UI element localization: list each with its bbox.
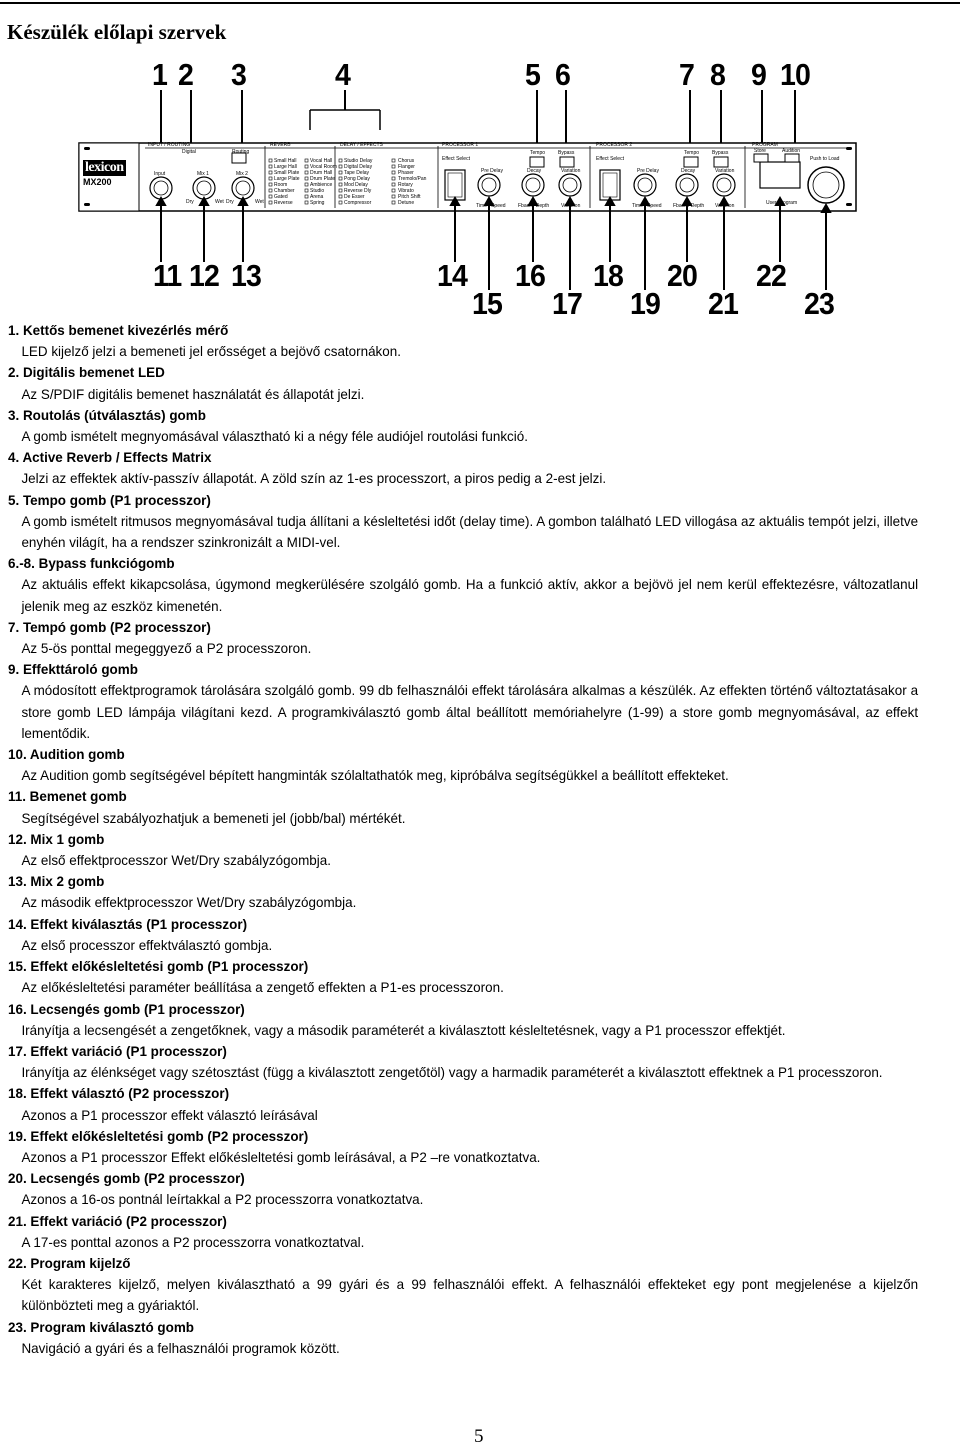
item-body: Az S/PDIF digitális bemenet használatát és állapotát jelzi. [21,385,365,402]
item-title: 17. Effekt variáció (P1 processzor) [8,1042,227,1059]
brand-logo: lexicon [85,160,124,175]
callout-10: 10 [780,57,810,92]
description-item [8,1253,918,1317]
callout-21: 21 [708,286,738,321]
item-title: 4. Active Reverb / Effects Matrix [8,449,212,466]
label-routing: Routing [232,149,250,155]
label-variation-sub-1: Variation [561,203,581,209]
label-mix2: Mix 2 [236,171,248,177]
item-title: 18. Effekt választó (P2 processzor) [8,1085,230,1102]
item-title: 7. Tempó gomb (P2 processzor) [8,618,211,635]
description-item [8,320,918,362]
section-processor-2: PROCESSOR 2 [596,142,633,148]
item-title: 12. Mix 1 gomb [8,830,105,847]
item-body: Azonos a P1 processzor Effekt előkésleltetési gomb leírásával, a P2 –re vonatkoztatva. [21,1148,541,1165]
section-input-routing: INPUT / ROUTING [148,142,191,148]
section-reverb: REVERB [270,142,291,148]
label-fback-depth-1: Fback / Depth [518,203,550,209]
label-bypass-1: Bypass [558,150,575,156]
label-input: Input [154,171,166,177]
description-item [8,1041,918,1083]
callout-3: 3 [231,57,246,92]
description-item [8,1083,918,1125]
callout-15: 15 [472,286,502,321]
label-fback-depth-2: Fback / Depth [673,203,705,209]
item-title: 11. Bemenet gomb [8,788,127,805]
item-title: 2. Digitális bemenet LED [8,364,165,381]
label-time-speed-2: Time / Speed [632,203,662,209]
item-title: 19. Effekt előkésleltetési gomb (P2 processzor) [8,1127,309,1144]
model-name: MX200 [83,177,112,187]
reverb-list-2: Vocal Hall Vocal Room Drum Hall Drum Plate Ambience Studio Arena Spring [310,158,337,206]
page-title: Készülék előlapi szervek [7,20,227,44]
callout-17: 17 [552,286,582,321]
description-item [8,1168,918,1210]
label-variation-sub-2: Variation [715,203,735,209]
item-body: Navigáció a gyári és a felhasználói programok között. [21,1339,340,1356]
front-panel-drawing [0,50,960,322]
top-rule [0,2,960,4]
item-body: A módosított effektprogramok tárolására szolgáló gomb. 99 db felhasználói effekt tárolására alkalmas a készülék. Az effekten történő változtatásakor a store gomb LED lámpája világítani kezd. A programkiválasztó gomb által beállított memóriahelyre (1-99) a store gomb megnyomásával, az effekt lementődik. [21,682,919,741]
callout-6: 6 [555,57,570,92]
item-body: Az Audition gomb segítségével bépített hangminták szólaltathatók meg, kipróbálva segítségükkel a beállított effekteket. [21,767,729,784]
item-body: Az első effektprocesszor Wet/Dry szabályzógombja. [21,852,331,869]
front-panel-figure [0,50,960,322]
item-body: Segítségével szabályozhatjuk a bemeneti jel (jobb/bal) mértékét. [21,809,406,826]
item-title: 3. Routolás (útválasztás) gomb [8,406,206,423]
description-item [8,914,918,956]
section-processor-1: PROCESSOR 1 [442,142,479,148]
section-program: PROGRAM [752,142,778,148]
item-title: 15. Effekt előkésleltetési gomb (P1 processzor) [8,958,309,975]
delay-list: Studio Delay Digital Delay Tape Delay Pong Delay Mod Delay Reverse Dly De Esser Compressor [344,158,373,206]
item-body: Két karakteres kijelző, melyen kiválasztható a 99 gyári és a 99 felhasználói effekt. A felhasználói effekteket egy pont megjelenése a kijelzőn különbözteti meg a gyáriaktól. [21,1276,919,1314]
description-item [8,956,918,998]
description-item [8,1317,918,1359]
description-item [8,786,918,828]
description-item [8,1211,918,1253]
item-title: 14. Effekt kiválasztás (P1 processzor) [8,915,248,932]
callout-22: 22 [756,258,786,293]
item-title: 23. Program kiválasztó gomb [8,1318,194,1335]
label-store: Store [754,148,766,154]
label-digital: Digital [182,149,196,155]
label-push-to-load: Push to Load [810,156,840,162]
callout-16: 16 [515,258,545,293]
label-dry-1: Dry [186,199,194,205]
callout-19: 19 [630,286,660,321]
item-body: Az második effektprocesszor Wet/Dry szabályzógombja. [21,894,357,911]
item-body: A gomb ismételt ritmusos megnyomásával tudja állítani a késleltetési időt (delay time). A gombon található LED villogása az aktuális tempót jelzi, illetve enyhén világít, ha a rendszer szinkronizált a MIDI-vel. [21,512,919,551]
item-title: 10. Audition gomb [8,746,125,763]
description-item [8,362,918,404]
callout-18: 18 [593,258,623,293]
description-item [8,490,918,554]
item-title: 21. Effekt variáció (P2 processzor) [8,1212,227,1229]
description-item [8,447,918,489]
section-delay-effects: DELAY / EFFECTS [340,142,383,148]
callout-1: 1 [152,57,167,92]
callout-2: 2 [178,57,193,92]
label-pre-delay-1: Pre Delay [481,168,503,174]
label-variation-1: Variation [561,168,581,174]
item-title: 1. Kettős bemenet kivezérlés mérő [8,322,229,338]
description-item [8,553,918,617]
item-body: Az előkésleltetési paraméter beállítása a zengető effekten a P1-es processzoron. [21,979,504,996]
description-item [8,1126,918,1168]
description-item [8,744,918,786]
callout-7: 7 [679,57,694,92]
callout-11: 11 [153,258,182,293]
label-effect-select-2: Effect Select [596,156,624,162]
item-title: 22. Program kijelző [8,1254,131,1271]
label-decay-1: Decay [527,168,542,174]
control-descriptions [8,320,918,1359]
item-body: Irányítja a lecsengését a zengetőknek, vagy a második paraméterét a kiválasztott késleltetésnek, vagy a P1 processzor effektjét. [21,1021,786,1038]
item-body: Az első processzor effektválasztó gombja. [21,936,273,953]
item-body: Azonos a 16-os pontnál leírtakkal a P2 processzorra vonatkoztatva. [21,1191,424,1208]
delay-list-2: Chorus Flanger Phaser Tremolo/Pan Rotary Vibrato Pitch Shift Detune [398,158,427,206]
description-item [8,617,918,659]
label-tempo-1: Tempo [530,150,546,156]
callout-14: 14 [437,258,467,293]
page-number: 5 [474,1426,484,1447]
item-body: Az aktuális effekt kikapcsolása, úgymond megkerülésére szolgáló gomb. Ha a funkció aktív, akkor a bejövö jel nem kerül effektezésre, változatlanul jelenik meg az eszköz kimenetén. [21,576,919,614]
callout-4: 4 [335,57,350,92]
label-effect-select-1: Effect Select [442,156,470,162]
label-dry-2: Dry [226,199,234,205]
item-body: A 17-es ponttal azonos a P2 processzorra vonatkoztatval. [21,1233,365,1250]
callout-13: 13 [231,258,261,293]
item-title: 20. Lecsengés gomb (P2 processzor) [8,1170,245,1187]
item-title: 13. Mix 2 gomb [8,873,105,890]
item-body: Jelzi az effektek aktív-passzív állapotát. A zöld szín az 1-es processzort, a piros pedig a 2-est jelzi. [21,470,607,487]
label-pre-delay-2: Pre Delay [637,168,659,174]
callout-9: 9 [751,57,766,92]
label-audition: Audition [782,148,801,154]
reverb-list: Small Hall Large Hall Small Plate Large Plate Room Chamber Gated Reverse [274,158,300,206]
callout-5: 5 [525,57,540,92]
item-title: 5. Tempo gomb (P1 processzor) [8,491,211,508]
label-bypass-2: Bypass [712,150,729,156]
description-item [8,829,918,871]
description-item [8,405,918,447]
item-title: 9. Effekttároló gomb [8,661,138,678]
description-item [8,659,918,744]
item-body: LED kijelző jelzi a bemeneti jel erősséget a bejövő csatornákon. [21,343,401,360]
callout-8: 8 [710,57,725,92]
label-variation-2: Variation [715,168,735,174]
label-tempo-2: Tempo [684,150,700,156]
label-time-speed-1: Time / Speed [476,203,506,209]
callout-23: 23 [804,286,834,321]
item-body: Az 5-ös ponttal megeggyező a P2 processzoron. [21,640,312,657]
item-title: 6.-8. Bypass funkciógomb [8,555,175,572]
label-wet-2: Wet [255,199,264,205]
callout-20: 20 [667,258,697,293]
callout-12: 12 [189,258,219,293]
description-item [8,871,918,913]
label-user-program: User Program [766,200,798,206]
label-wet-1: Wet [215,199,224,205]
label-mix1: Mix 1 [197,171,209,177]
description-item [8,999,918,1041]
item-body: A gomb ismételt megnyomásával választható ki a négy féle audiójel routolási funkció. [21,428,528,445]
item-body: Irányítja az élénkséget vagy szétosztást (függ a kiválasztott zengetőtöl) vagy a harmadik paraméterét a kiválasztott effektnek a P1 processzoron. [21,1064,883,1081]
label-decay-2: Decay [681,168,696,174]
item-title: 16. Lecsengés gomb (P1 processzor) [8,1000,245,1017]
item-body: Azonos a P1 processzor effekt választó leírásával [21,1106,318,1123]
